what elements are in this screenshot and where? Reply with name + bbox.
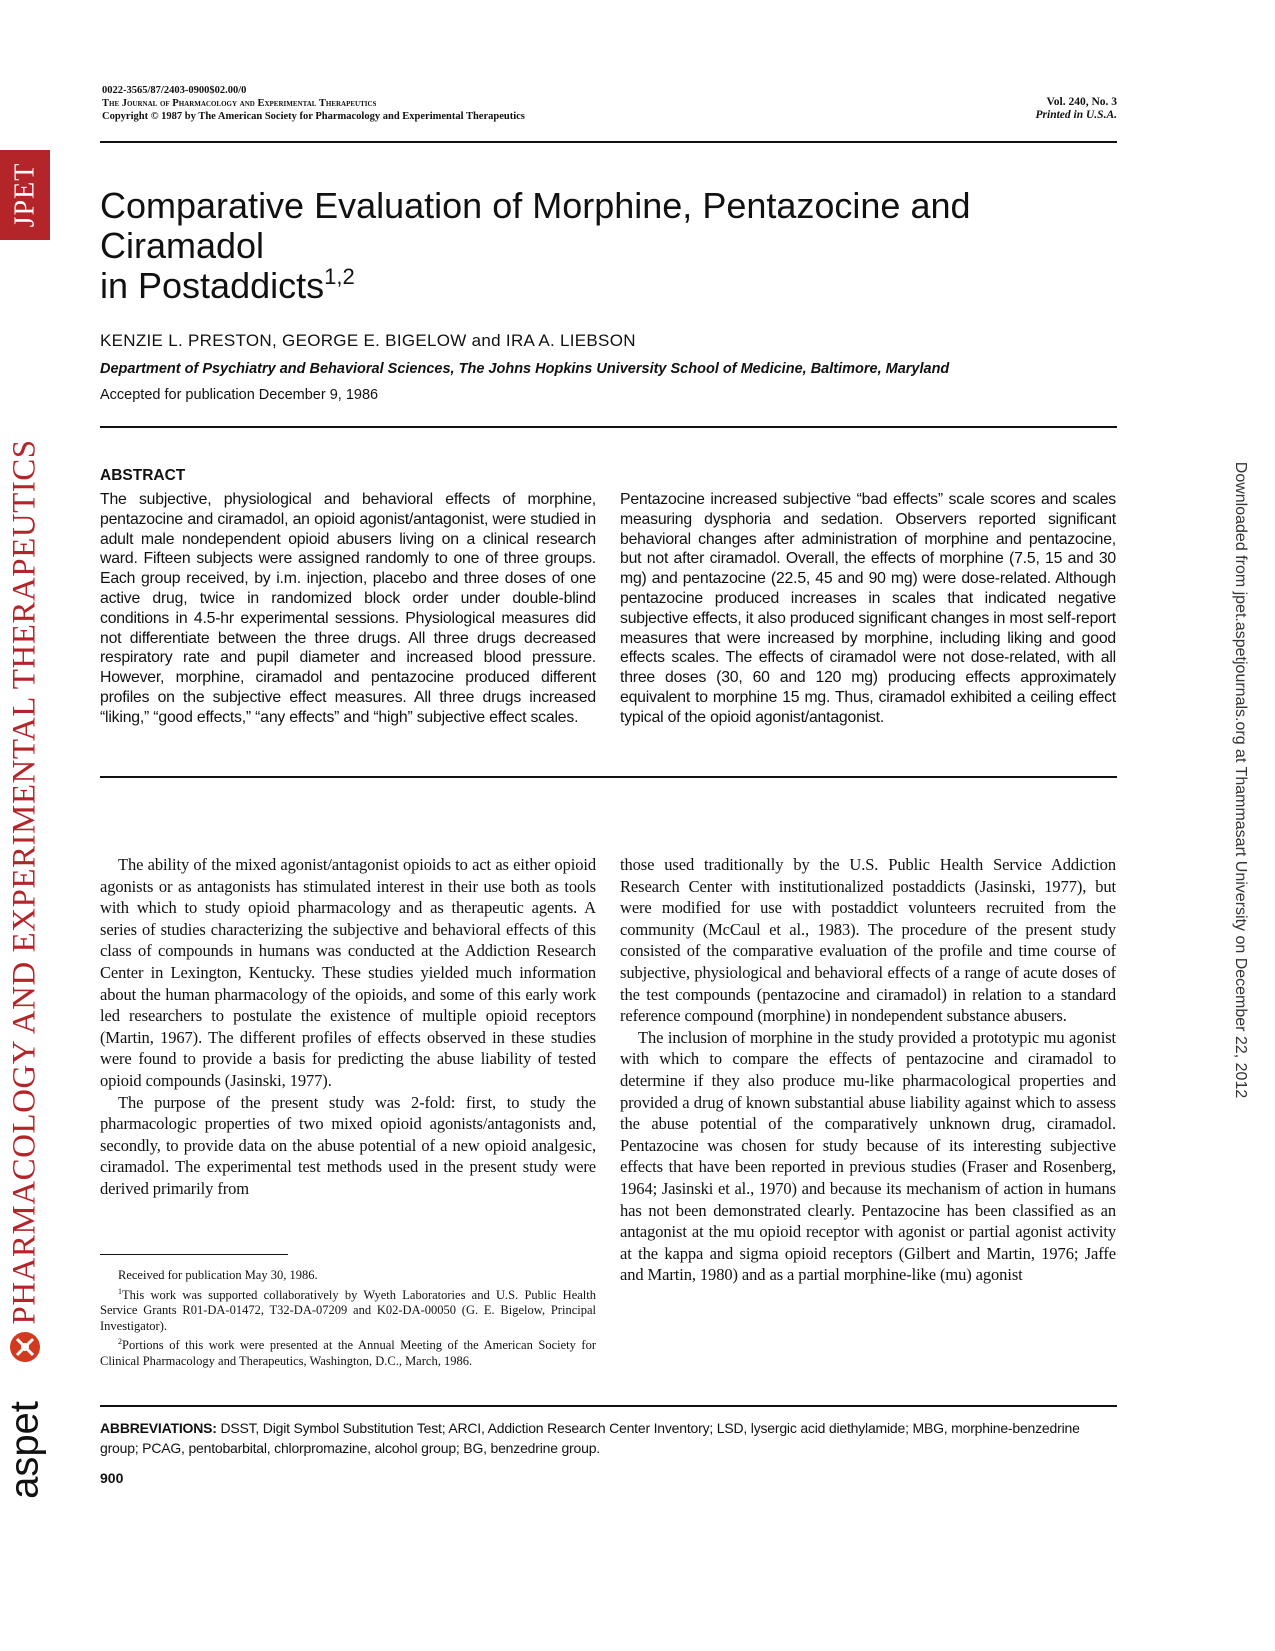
- author-list: KENZIE L. PRESTON, GEORGE E. BIGELOW and IRA A. LIEBSON: [100, 331, 636, 350]
- footnote-2: [100, 1334, 596, 1369]
- journal-side-banner: [0, 150, 50, 1500]
- body-right-column: [620, 854, 1116, 1286]
- abbreviations-label: ABBREVIATIONS:: [100, 1420, 217, 1436]
- aspet-logo: [2, 1330, 48, 1498]
- abstract-right-column: Pentazocine increased subjective “bad effects” scale scores and scales measuring dysphoria and sedation. Observers reported significant behavioral changes after administration of morphine and pentazocine, but not after ciramadol. Overall, the effects of morphine (7.5, 15 and 30 mg) and pentazocine (22.5, 45 and 90 mg) were dose-related. Although pentazocine produced increases in scales that indicated negative subjective effects, it also produced significant changes in most self-report measures that were increased by morphine, including liking and good effects scales. The effects of ciramadol were not dose-related, with all three doses (30, 60 and 120 mg) producing effects approximately equivalent to morphine 15 mg. Thus, ciramadol exhibited a ceiling effect typical of the opioid agonist/antagonist.: [620, 491, 1116, 726]
- banner-journal-title-text: PHARMACOLOGY AND EXPERIMENTAL THERAPEUTICS: [6, 439, 43, 1325]
- title-line-1: Comparative Evaluation of Morphine, Pentazocine and Ciramadol: [100, 185, 971, 266]
- body-left-column: [100, 854, 596, 1200]
- abbreviations: [100, 1418, 1117, 1458]
- volume-info: [1036, 96, 1117, 122]
- page-number: 900: [100, 1470, 124, 1486]
- header-rule: [100, 141, 1117, 143]
- journal-code: 0022-3565/87/2403-0900$02.00/0: [102, 85, 247, 96]
- jpet-badge-text: JPET: [9, 162, 40, 228]
- abstract-heading: ABSTRACT: [100, 467, 186, 484]
- volume-number: Vol. 240, No. 3: [1046, 96, 1117, 108]
- footnote-1: [100, 1284, 596, 1335]
- title-footnote-marks: 1,2: [324, 264, 355, 289]
- received-date: Received for publication May 30, 1986.: [118, 1268, 318, 1282]
- download-note-text: Downloaded from jpet.aspetjournals.org at Thammasart University on December 22, 2012: [1232, 461, 1249, 1099]
- jpet-badge: [0, 150, 50, 240]
- affiliation: Department of Psychiatry and Behavioral Sciences, The Johns Hopkins University School of Medicine, Baltimore, Maryland: [100, 361, 950, 377]
- footnote-1-mark: 1: [118, 1286, 122, 1296]
- title-line-2: in Postaddicts: [100, 265, 325, 306]
- printed-in: Printed in U.S.A.: [1035, 109, 1117, 121]
- footnote-2-text: Portions of this work were presented at the Annual Meeting of the American Society for Clinical Pharmacology and Therapeutics, Washington, D.C., March, 1986.: [100, 1338, 596, 1368]
- abstract-left-column: The subjective, physiological and behavioral effects of morphine, pentazocine and ciramadol, an opioid agonist/antagonist, were studied in adult male nondependent opioid abusers living on a clinical research ward. Fifteen subjects were assigned randomly to one of three groups. Each group received, by i.m. injection, placebo and three doses of one active drug, twice in randomized block order under double-blind conditions in 4.5-hr experimental sessions. Physiological measures did not differentiate between the three drugs. All three drugs decreased respiratory rate and pupil diameter and increased blood pressure. However, morphine, ciramadol and pentazocine produced different profiles on the subjective effect measures. All three drugs increased “liking,” “good effects,” “any effects” and “high” subjective effect scales.: [100, 491, 596, 726]
- intro-paragraph-2: The purpose of the present study was 2-fold: first, to study the pharmacologic properties of two mixed opioid agonists/antagonists and, secondly, to provide data on the abuse potential of a new opioid analgesic, ciramadol. The experimental test methods used in the present study were derived primarily from: [100, 1092, 596, 1198]
- intro-paragraph-2-continued: those used traditionally by the U.S. Public Health Service Addiction Research Center with institutionalized postaddicts (Jasinski, 1977), but were modified for use with postaddict volunteers recruited from the community (McCaul et al., 1983). The procedure of the present study consisted of the comparative evaluation of the profile and time course of subjective, physiological and behavioral effects of a range of acute doses of the test compounds (pentazocine and ciramadol) in relation to a standard reference compound (morphine) in nondependent substance abusers.: [620, 855, 1116, 1026]
- accepted-date: Accepted for publication December 9, 1986: [100, 387, 379, 403]
- article-title: [100, 186, 1130, 306]
- footnote-2-mark: 2: [118, 1337, 122, 1347]
- footnote-1-text: This work was supported collaboratively by Wyeth Laboratories and U.S. Public Health Service Grants R01-DA-01472, T32-DA-07209 and K02-DA-00050 (G. E. Bigelow, Principal Investigator).: [100, 1287, 596, 1333]
- journal-name: The Journal of Pharmacology and Experimental Therapeutics: [102, 98, 377, 109]
- journal-header: [102, 84, 525, 123]
- intro-paragraph-1: The ability of the mixed agonist/antagonist opioids to act as either opioid agonists or as antagonists has stimulated interest in their use both as tools with which to study opioid pharmacology and as therapeutic agents. A series of studies characterizing the subjective and behavioral effects of this class of compounds in humans was conducted at the Addiction Research Center in Lexington, Kentucky. These studies yielded much information about the human pharmacology of the opioids, and some of this early work led researchers to postulate the existence of multiple opioid receptors (Martin, 1967). The different profiles of effects observed in these studies were found to provide a basis for predicting the abuse liability of tested opioid compounds (Jasinski, 1977).: [100, 855, 596, 1090]
- intro-paragraph-3: The inclusion of morphine in the study provided a prototypic mu agonist with which to compare the effects of pentazocine and ciramadol to determine if they also produce mu-like pharmacological properties and provided a drug of known substantial abuse liability against which to assess the abuse potential of the comparatively unknown drug, ciramadol. Pentazocine was chosen for study because of its interesting subjective effects that have been reported in previous studies (Fraser and Rosenberg, 1964; Jasinski et al., 1970) and because its mechanism of action in humans has not been demonstrated clearly. Pentazocine has been classified as an antagonist at the mu opioid receptor with agonist or partial agonist activity at the kappa and sigma opioid receptors (Gilbert and Martin, 1976; Jaffe and Martin, 1980) and as a partial morphine-like (mu) agonist: [620, 1027, 1116, 1285]
- aspet-logo-icon: [8, 1330, 42, 1364]
- aspet-logo-text: aspet: [2, 1401, 47, 1499]
- copyright-line: Copyright © 1987 by The American Society for Pharmacology and Experimental Therapeutics: [102, 111, 525, 122]
- abbreviations-rule: [100, 1405, 1117, 1407]
- footnotes: [100, 1268, 596, 1369]
- abbreviations-text: DSST, Digit Symbol Substitution Test; ARCI, Addiction Research Center Inventory; LSD, lysergic acid diethylamide; MBG, morphine-benzedrine group; PCAG, pentobarbital, chlorpromazine, alcohol group; BG, benzedrine group.: [100, 1420, 1080, 1456]
- footnote-rule: [100, 1254, 288, 1255]
- title-rule: [100, 426, 1117, 428]
- abstract-rule: [100, 776, 1117, 778]
